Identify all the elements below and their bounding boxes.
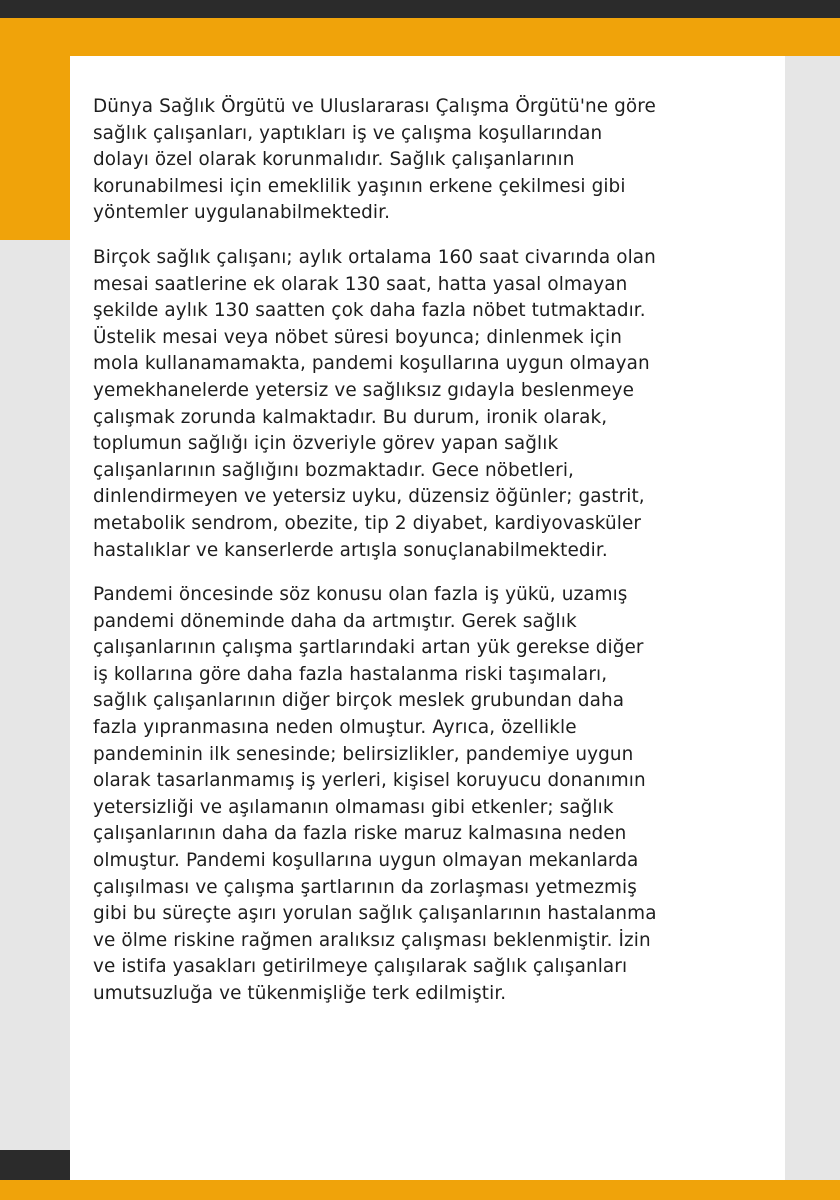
text-line: yetersizliği ve aşılamanın olmaması gibi etkenler; sağlık — [93, 796, 614, 818]
text-line: yemekhanelerde yetersiz ve sağlıksız gıdayla beslenmeye — [93, 379, 634, 401]
text-line: Pandemi öncesinde söz konusu olan fazla iş yükü, uzamış — [93, 584, 628, 606]
bottom-orange-band — [0, 1180, 840, 1200]
right-gray-margin — [785, 56, 840, 1180]
text-line: çalışmak zorunda kalmaktadır. Bu durum, ironik olarak, — [93, 406, 608, 428]
text-line: şekilde aylık 130 saatten çok daha fazla nöbet tutmaktadır. — [93, 300, 646, 322]
text-line: ve istifa yasakları getirilmeye çalışılarak sağlık çalışanları — [93, 956, 628, 978]
text-line: iş kollarına göre daha fazla hastalanma riski taşımaları, — [93, 663, 608, 685]
left-orange-accent — [0, 56, 70, 240]
top-orange-band — [0, 18, 840, 56]
text-line: pandeminin ilk senesinde; belirsizlikler, pandemiye uygun — [93, 743, 634, 765]
text-line: Üstelik mesai veya nöbet süresi boyunca; dinlenmek için — [93, 326, 622, 348]
paragraph-3 — [93, 582, 773, 1008]
text-line: çalışanlarının daha da fazla riske maruz kalmasına neden — [93, 823, 627, 845]
text-line: umutsuzluğa ve tükenmişliğe terk edilmiştir. — [93, 983, 507, 1004]
text-line: Dünya Sağlık Örgütü ve Uluslararası Çalışma Örgütü'ne göre — [93, 96, 656, 117]
text-line: toplumun sağlığı için özveriyle görev yapan sağlık — [93, 433, 559, 455]
text-line: dinlendirmeyen ve yetersiz uyku, düzensiz öğünler; gastrit, — [93, 486, 645, 508]
text-line: dolayı özel olarak korunmalıdır. Sağlık çalışanlarının — [93, 149, 575, 171]
top-dark-bar — [0, 0, 840, 18]
text-line: gibi bu süreçte aşırı yorulan sağlık çalışanlarının hastalanma — [93, 903, 657, 925]
text-line: hastalıklar ve kanserlerde artışla sonuçlanabilmektedir. — [93, 539, 608, 561]
left-dark-accent — [0, 1150, 70, 1180]
paragraph-2 — [93, 245, 773, 564]
text-line: pandemi döneminde daha da artmıştır. Gerek sağlık — [93, 610, 577, 632]
text-line: çalışanlarının çalışma şartlarındaki artan yük gerekse diğer — [93, 637, 644, 659]
page-content — [70, 56, 785, 1180]
body-text — [93, 94, 773, 1026]
paragraph-1 — [93, 94, 773, 227]
text-line: çalışanlarının sağlığını bozmaktadır. Gece nöbetleri, — [93, 459, 574, 481]
text-line: olmuştur. Pandemi koşullarına uygun olmayan mekanlarda — [93, 850, 639, 872]
left-gray-margin — [0, 240, 70, 1150]
text-line: yöntemler uygulanabilmektedir. — [93, 202, 391, 224]
text-line: olarak tasarlanmamış iş yerleri, kişisel koruyucu donanımın — [93, 770, 646, 792]
text-line: mola kullanamamakta, pandemi koşullarına uygun olmayan — [93, 353, 650, 375]
text-line: fazla yıpranmasına neden olmuştur. Ayrıca, özellikle — [93, 717, 577, 739]
text-line: metabolik sendrom, obezite, tip 2 diyabet, kardiyovasküler — [93, 512, 642, 534]
text-line: korunabilmesi için emeklilik yaşının erkene çekilmesi gibi — [93, 175, 626, 197]
text-line: mesai saatlerine ek olarak 130 saat, hatta yasal olmayan — [93, 273, 628, 295]
text-line: sağlık çalışanlarının diğer birçok meslek grubundan daha — [93, 690, 625, 712]
text-line: sağlık çalışanları, yaptıkları iş ve çalışma koşullarından — [93, 122, 603, 144]
text-line: ve ölme riskine rağmen aralıksız çalışması beklenmiştir. İzin — [93, 929, 651, 951]
text-line: Birçok sağlık çalışanı; aylık ortalama 160 saat civarında olan — [93, 246, 656, 268]
text-line: çalışılması ve çalışma şartlarının da zorlaşması yetmezmiş — [93, 876, 637, 898]
